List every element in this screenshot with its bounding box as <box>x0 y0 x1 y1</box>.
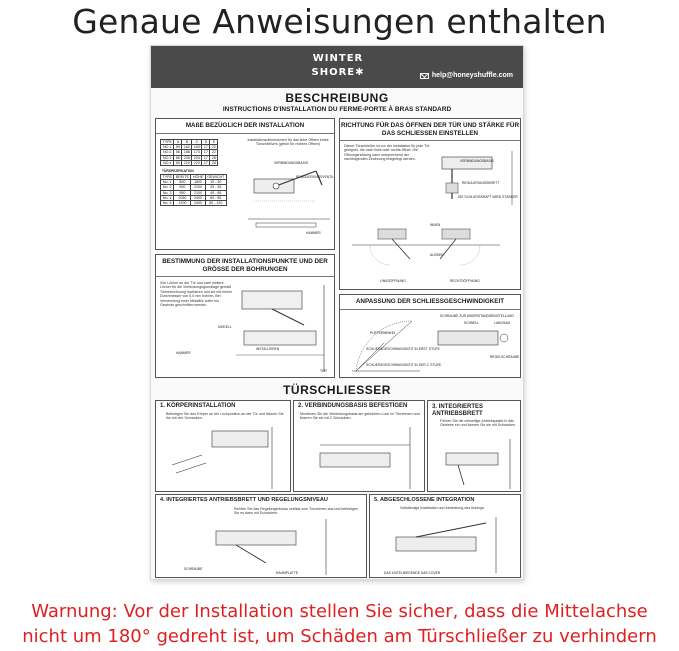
step-title: 3. INTEGRIERTES ANTRIEBSBRETT <box>432 404 484 417</box>
table-cell: NO.2 <box>161 150 174 155</box>
sheet-title: BESCHREIBUNG <box>285 91 389 105</box>
panel-direction <box>339 118 521 290</box>
label-install: INSTALLIEREN <box>256 347 280 351</box>
table-row <box>161 185 227 190</box>
table-cell: NO.4 <box>161 160 174 165</box>
dimension-table <box>160 139 218 166</box>
table-cell: NO.3 <box>161 155 174 160</box>
instruction-sheet <box>150 45 524 580</box>
label-inside: INNEN <box>430 223 441 227</box>
step-1-diagram <box>162 425 286 491</box>
label-slow: LANGSAM <box>494 321 511 325</box>
logo-line-2: SHORE✱ <box>311 67 365 78</box>
label-connection-base: VERBINDUNGSBASIS <box>274 161 308 165</box>
step-note: Befestigen Sie den Körper an der Lochposition an der Tür und fixieren Sie ihn mit vier Schrauben. <box>166 412 284 421</box>
step-note: Richten Sie das Regelungsniveau vertikal zum Türrahmen aus und befestigen Sie es dann mit Schrauben. <box>234 507 358 516</box>
table-cell: No. 1 <box>161 180 174 185</box>
table-cell: 40 - 65 <box>205 190 226 195</box>
step-2-diagram <box>300 425 420 491</box>
panel-drilling <box>155 254 335 378</box>
label-hammer: HAMMER <box>306 231 321 235</box>
table-header-cell: GEWICHT <box>207 175 225 180</box>
panel-speed <box>339 294 521 378</box>
label-regulating-board: REGULIERUNGSBRETT <box>462 181 500 185</box>
label-right-opening: RECHTSÖFFNUNG <box>450 279 480 283</box>
brand-banner <box>151 46 523 88</box>
table-cell: 950 <box>174 190 191 195</box>
step-3-diagram <box>434 437 518 491</box>
table-cell: No. 4 <box>161 195 174 200</box>
label-speed-stage-2: SCHLIESSGESCHWINDIGKEIT IN DER 2. STUFE <box>366 363 442 367</box>
table-header-cell: A <box>174 140 182 145</box>
table-header-cell: BREITE <box>175 175 189 180</box>
table-cell: 1050 <box>174 195 191 200</box>
table-cell: 203 <box>193 155 200 160</box>
table-header-cell: HÖHE <box>192 175 204 180</box>
table-cell: 22 <box>211 145 216 150</box>
warning-line-1: Warnung: Vor der Installation stellen Sie sicher, dass die Mittelachse <box>31 601 648 622</box>
closer-body-diagram <box>434 323 518 353</box>
table-cell: 59 <box>175 145 180 150</box>
table-cell: 56 <box>175 150 180 155</box>
table-cell: 80 - 120 <box>205 200 226 205</box>
table-cell: 28 <box>211 160 216 165</box>
door-spec-table <box>160 174 227 206</box>
table-cell: 15 - 30 <box>205 180 226 185</box>
label-buffer-angle: PUFFERWINKEL <box>370 331 396 335</box>
table-header-cell: D <box>202 140 210 145</box>
table-cell: 220 <box>193 160 200 165</box>
support-email <box>420 72 513 79</box>
table-cell: 25 - 45 <box>205 185 226 190</box>
panel-step-1 <box>155 400 291 492</box>
table-cell: 2100 <box>191 185 205 190</box>
step-title: 2. VERBINDUNGSBASIS BEFESTIGEN <box>298 403 408 409</box>
label-resistance-screw: SCHRAUBE ZUR WIDERSTANDSEINSTELLUNG <box>440 314 514 318</box>
label-speed-stage-1: SCHLIESSGESCHWINDIGKEIT IN ERST. STUFE <box>366 347 440 351</box>
label-model: MODELL <box>218 325 232 329</box>
mail-icon <box>420 73 429 79</box>
panel-title: MAßE BEZÜGLICH DER INSTALLATION <box>156 119 334 134</box>
drilling-diagram <box>234 281 332 375</box>
table-cell: 1800 <box>191 180 205 185</box>
installation-warning <box>0 599 679 649</box>
panel-note: Vier Löcher an der Tür und zwei weitere Löcher für die Verbindungsgrundlage gemäß Türbezeichnung markieren und sie mit einem Durchmesser von 5,0 mm bohren. Bei Verwendung einer Metalltür sollte ein Gewinde geschnitten werden. <box>160 281 232 308</box>
step-note: Führen Sie die vierseitige Antriebsplatte in das Getriebe ein und fixieren Sie sie mit Schrauben. <box>440 419 517 428</box>
step-4-diagram <box>176 517 356 577</box>
email-text: help@honeyshuffle.com <box>431 72 513 79</box>
table-cell: 220 <box>183 160 190 165</box>
panel-step-2 <box>293 400 425 492</box>
step-note: Montieren Sie die Verbindungsbasis am gebohrten Loch im Türrahmen und fixieren Sie sie mit 2 Schrauben. <box>300 412 420 421</box>
table-cell: No. 2 <box>161 185 174 190</box>
label-fast: SCHNELL <box>464 321 480 325</box>
step-5-diagram <box>376 515 516 575</box>
table-row <box>161 195 227 200</box>
panel-step-4 <box>155 494 367 578</box>
table-cell: 28 <box>211 155 216 160</box>
table-header-cell: B <box>182 140 192 145</box>
table-cell: 17 <box>203 145 208 150</box>
table-row <box>161 160 218 165</box>
sheet-subtitle: INSTRUCTIONS D'INSTALLATION DU FERME-PORTE À BRAS STANDARD <box>222 106 452 113</box>
label-outside: AUSSEN <box>430 253 444 257</box>
table-cell: 2400 <box>191 195 205 200</box>
label-left-opening: LINKSÖFFNUNG <box>380 279 406 283</box>
label-door: TÜR <box>320 369 327 373</box>
panel-title: RICHTUNG FÜR DAS ÖFFNEN DER TÜR UND STÄRKE FÜR DAS SCHLIESSEN EINSTELLEN <box>340 119 520 141</box>
table-cell: 173 <box>193 150 200 155</box>
label-closing-force: DIE SCHLIESSKRAFT WIRD STÄRKER <box>458 195 518 199</box>
logo-line-1: WINTER <box>312 53 364 64</box>
panel-dimensions <box>155 118 335 250</box>
table-header-cell: E <box>210 140 218 145</box>
table-cell: No. 5 <box>161 200 174 205</box>
panel-title: ANPASSUNG DER SCHLIESSGESCHWINDIGKEIT <box>340 295 520 310</box>
brand-logo <box>306 52 370 80</box>
table-cell: 2100 <box>191 190 205 195</box>
table-row <box>161 180 227 185</box>
table-cell: 188 <box>183 150 190 155</box>
table-cell: NO.1 <box>161 145 174 150</box>
label-hammer: HAMMER <box>176 351 191 355</box>
table-header-cell: C <box>192 140 202 145</box>
table-cell: 17 <box>203 155 208 160</box>
step-title: 4. INTEGRIERTES ANTRIEBSBRETT UND REGELUNGSNIVEAU <box>160 497 328 503</box>
panel-title: BESTIMMUNG DER INSTALLATIONSPUNKTE UND DER GRÖSSE DER BOHRUNGEN <box>156 255 334 277</box>
step-title: 1. KÖRPERINSTALLATION <box>160 403 236 409</box>
table-cell: No. 3 <box>161 190 174 195</box>
table-cell: 800 <box>174 180 191 185</box>
table-cell: 17 <box>203 150 208 155</box>
panel-step-3 <box>427 400 521 492</box>
closer-section-title: TÜRSCHLIESSER <box>283 383 391 397</box>
table-cell: 2400 <box>191 200 205 205</box>
table-cell: 1200 <box>174 200 191 205</box>
table-row <box>161 190 227 195</box>
page-heading: Genaue Anweisungen enthalten <box>72 2 607 41</box>
table-cell: 66 <box>175 155 180 160</box>
table-cell: 208 <box>183 155 190 160</box>
panel-note: Dieser Türschließer ist vor der Installation für jede Tür geeignet, die nach links oder rechts öffnet. Die Öffnungsrichtung kann entsprechend der nachfolgenden Zeichnung festgelegt werden. <box>344 144 430 162</box>
table-header-cell: TYPE <box>162 175 172 180</box>
label-cover: DAS LINTELBIEGENDE DAS COVER <box>384 571 441 575</box>
label-regulating-valve: REGULIERUNGSVENTIL <box>296 175 334 179</box>
table-header-cell: TYPE <box>162 140 172 145</box>
door-spec-title: TÜRSPEZIFIKATION <box>162 169 194 173</box>
snowflake-icon: ✱ <box>355 67 365 78</box>
table-cell: 17 <box>203 160 208 165</box>
table-row <box>161 200 227 205</box>
table-cell: 60 - 85 <box>205 195 226 200</box>
table-cell: 65 <box>175 160 180 165</box>
label-frame-plate: RAHMPLATTE <box>276 571 298 575</box>
panel-step-5 <box>369 494 521 578</box>
step-note: Vollständige Installation und Abdeckung des Aufzugs. <box>400 506 485 510</box>
table-cell: 162 <box>183 145 190 150</box>
table-cell: 900 <box>174 185 191 190</box>
table-cell: 163 <box>193 145 200 150</box>
warning-line-2: nicht um 180° gedreht ist, um Schäden am Türschließer zu verhindern <box>22 626 657 647</box>
table-cell: 22 <box>211 150 216 155</box>
step-title: 5. ABGESCHLOSSENE INTEGRATION <box>374 497 475 503</box>
label-regulating-screw: REGELSCHRAUBE <box>490 355 520 359</box>
panel-note: Installationsdimensionen für das linke Öffnen eines Türschließers (gleich für rechtes Öffnen) <box>247 138 329 147</box>
label-screw: SCHRAUBE <box>184 567 203 571</box>
label-connection-base: VERBINDUNGSBASIS <box>460 159 494 163</box>
